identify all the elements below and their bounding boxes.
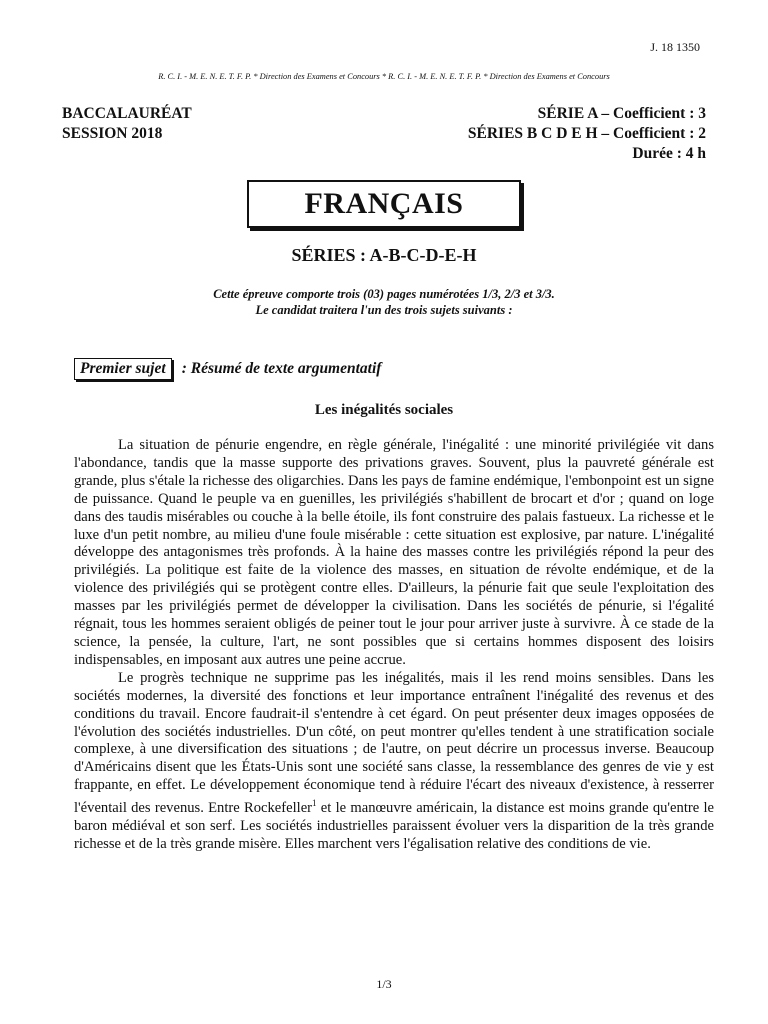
premier-sujet-label: Premier sujet bbox=[74, 358, 172, 380]
coefficient-serie-a: SÉRIE A – Coefficient : 3 bbox=[537, 105, 706, 122]
premier-sujet-heading bbox=[74, 358, 381, 380]
paragraph-2-part-1: Le progrès technique ne supprime pas les inégalités, mais il les rend moins sensibles. Dans les sociétés modernes, la diversité des fonctions et leur importance entraînent l'inégalité des revenus et des conditions du travail. Encore faudrait-il s'entendre à cet égard. On peut présenter deux images opposées de l'évolution des sociétés industrielles. D'un côté, on peut montrer qu'elles tendent à une stratification sociale complexe, à une diversification des situations ; de l'autre, on peut décrire un processus inverse. Beaucoup d'Américains disent que les États-Unis sont une société sans classe, la ressemblance des genres de vie y est frappante, en effet. Le développement économique tend à réduire l'écart des niveaux d'existence, à resserrer l'éventail des revenus. Entre Rockefeller bbox=[74, 669, 714, 816]
text-body bbox=[74, 437, 714, 854]
ministry-header: R. C. I. - M. E. N. E. T. F. P. * Direction des Examens et Concours * R. C. I. - M. E. N. E. T. F. P. * Direction des Examens et Concours bbox=[158, 72, 610, 81]
subject-title: FRANÇAIS bbox=[304, 187, 464, 220]
instructions-line-2: Le candidat traitera l'un des trois sujets suivants : bbox=[255, 303, 513, 317]
subject-title-box bbox=[247, 180, 521, 228]
exam-identity bbox=[62, 104, 192, 144]
exam-duration: Durée : 4 h bbox=[632, 145, 706, 162]
paragraph-2-part-2: et le manœuvre américain, la distance est moins grande qu'entre le baron médiéval et son serf. Les sociétés industrielles paraissent évoluer vers la disparition de la très grande richesse et de la très grande misère. Elles marchent vers l'égalisation relative des conditions de vie. bbox=[74, 799, 715, 852]
footnote-mark: 1 bbox=[312, 798, 317, 809]
document-reference: J. 18 1350 bbox=[650, 40, 700, 54]
coefficients bbox=[468, 104, 706, 164]
text-title: Les inégalités sociales bbox=[314, 402, 454, 418]
premier-sujet-type: : Résumé de texte argumentatif bbox=[181, 360, 382, 377]
instructions-line-1: Cette épreuve comporte trois (03) pages numérotées 1/3, 2/3 et 3/3. bbox=[213, 287, 555, 301]
page-number: 1/3 bbox=[376, 977, 392, 991]
exam-session: SESSION 2018 bbox=[62, 125, 163, 142]
paragraph-2 bbox=[74, 670, 714, 854]
exam-name: BACCALAURÉAT bbox=[62, 105, 192, 122]
paragraph-1: La situation de pénurie engendre, en règle générale, l'inégalité : une minorité privilégiée vit dans l'abondance, tandis que la masse supporte des privations graves. Souvent, plus la pauvreté générale est grande, plus s'étale la richesse des oligarchies. Dans les pays de famine endémique, l'embonpoint est un signe de puissance. Quand le peuple va en guenilles, les privilégiés s'habillent de brocart et d'or ; quand on loge dans des taudis misérables ou couche à la belle étoile, ils font construire des palais fastueux. La richesse et le luxe d'un petit nombre, au milieu d'une foule misérable : cette situation est explosive, par nature. L'inégalité développe des antagonismes très profonds. À la haine des masses contre les privilégiés répond la peur des privilégiés. La politique est faite de la violence des masses, en situation de révolte endémique, et de la violence des privilégiés qui se protègent contre elles. D'ailleurs, la pénurie fait que seule l'exploitation des masses par les privilégiés permet de développer la civilisation. Dans les sociétés de pénurie, si l'égalité régnait, tous les hommes seraient obligés de peiner tout le jour pour arriver juste à survivre. À ce stade de la science, la pensée, la culture, l'art, ne sont possibles que si certains hommes disposent des loisirs indispensables, en imposant aux autres une peine accrue. bbox=[74, 437, 714, 668]
instructions bbox=[0, 286, 768, 318]
coefficient-series-bcdeh: SÉRIES B C D E H – Coefficient : 2 bbox=[467, 125, 706, 142]
series-heading: SÉRIES : A-B-C-D-E-H bbox=[291, 245, 477, 265]
